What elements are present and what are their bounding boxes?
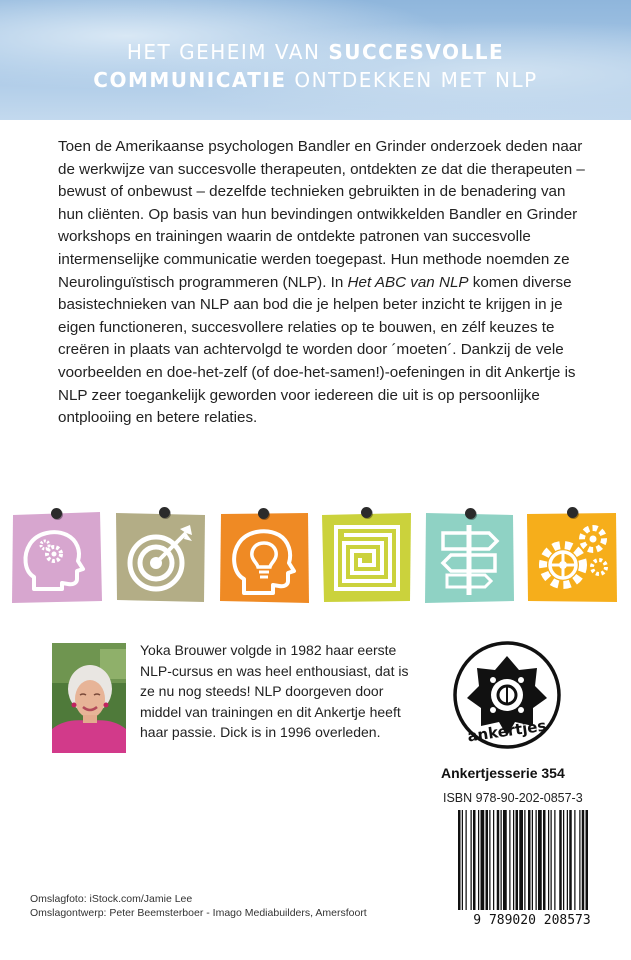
svg-text:ankertjes: ankertjes xyxy=(466,716,548,746)
header-text: HET GEHEIM VAN xyxy=(126,40,329,64)
gears-icon xyxy=(525,511,618,604)
isbn-label: ISBN 978-90-202-0857-3 xyxy=(443,791,583,805)
blurb-text: Toen de Amerikaanse psychologen Bandler en Grinder onderzoek deden naar de werkwijze van succesvolle therapeuten, ontdekten ze dat die therapeuten – bewust of onbewust – dezelfde technieken gebruikten in de benadering van hun cliënten. Op basis van hun bevindingen ontwikkelden Bandler en Grinder workshops en trainingen waarin de ontdekte patronen van succesvolle intermenselijke communicatie werden toegepast. Hun methode noemden ze Neurolinguïstisch programmeren (NLP). In xyxy=(58,138,585,291)
author-bio: Yoka Brouwer volgde in 1982 haar eerste NLP-cursus en was heel enthousiast, dat is ze nu nog steeds! NLP doorgeven door middel van trainingen en dit Ankertje heeft haar passie. Dick is in 1996 overleden. xyxy=(140,642,409,740)
book-title-italic: Het ABC van NLP xyxy=(347,273,469,291)
target-arrow-icon xyxy=(114,511,207,604)
cover-credits xyxy=(30,892,367,920)
head-gears-icon xyxy=(10,511,103,604)
header-text: ONTDEKKEN MET NLP xyxy=(286,68,538,92)
header-bold-text: SUCCESVOLLE xyxy=(328,40,505,64)
photo-credit: Omslagfoto: iStock.com/Jamie Lee xyxy=(30,893,193,905)
barcode xyxy=(444,810,618,926)
icon-strip xyxy=(10,511,622,607)
barcode-digits: 9 789020 208573 xyxy=(473,913,591,926)
author-photo xyxy=(52,643,126,753)
signpost-icon xyxy=(423,511,516,604)
header-line-1 xyxy=(0,40,631,64)
header-banner xyxy=(0,0,631,120)
back-cover-blurb xyxy=(58,136,588,430)
head-lightbulb-icon xyxy=(218,511,311,604)
header-line-2 xyxy=(0,68,631,92)
blurb-text: komen diverse basistechnieken van NLP aan bod die je helpen beter inzicht te krijgen in je eigen functioneren, succesvollere relaties op te bouwen, en zélf keuzes te creëren in plaats van achtervolgd te worden door ´moeten´. Dankzij de vele voorbeelden en doe-het-zelf (of doe-het-samen!)-oefeningen in dit Ankertje is NLP zeer toegankelijk geworden voor iedereen die uit is op persoonlijke ontplooiing en betere relaties. xyxy=(58,273,576,427)
design-credit: Omslagontwerp: Peter Beemsterboer - Imago Mediabuilders, Amersfoort xyxy=(30,907,367,919)
maze-icon xyxy=(320,511,413,604)
series-label: Ankertjesserie 354 xyxy=(441,765,565,781)
ankertjes-logo xyxy=(453,640,561,750)
header-bold-text: COMMUNICATIE xyxy=(93,68,287,92)
